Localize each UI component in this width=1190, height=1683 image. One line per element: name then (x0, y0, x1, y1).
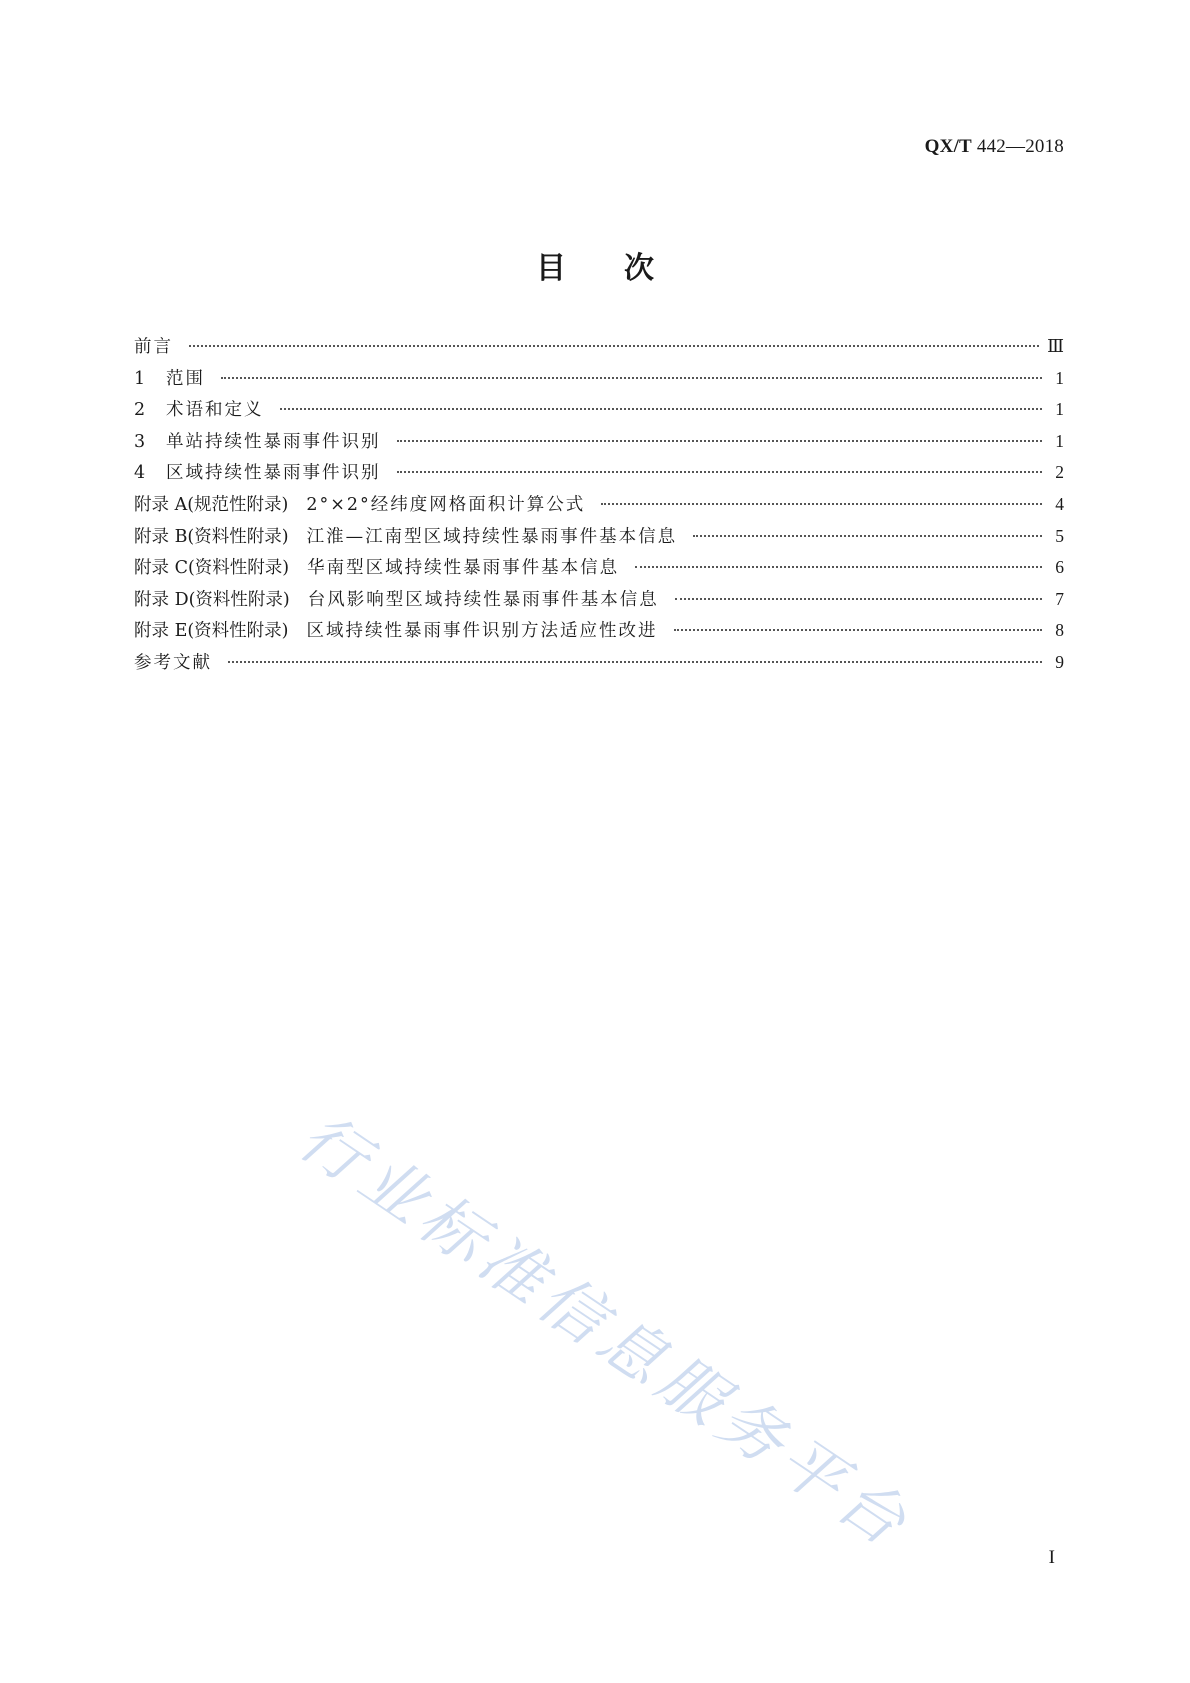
toc-leader-dots (674, 629, 1043, 631)
toc-page-number: 1 (1055, 367, 1064, 388)
toc-section-number: 2 (134, 400, 146, 421)
toc-page-number: 4 (1055, 493, 1064, 514)
toc-entry-title: 范围 (166, 368, 205, 389)
toc-page-number: 7 (1055, 588, 1064, 609)
toc-page-number: 9 (1055, 651, 1064, 672)
toc-entry-appendix-e[interactable] (134, 617, 1064, 649)
toc-entry-title: 江淮—江南型区域持续性暴雨事件基本信息 (306, 526, 678, 547)
toc-leader-dots (280, 408, 1043, 410)
toc-section-number: 3 (134, 431, 146, 452)
toc-entry-single-station[interactable] (134, 428, 1064, 460)
toc-appendix-prefix: 附录 E(资料性附录) (134, 621, 289, 642)
page-number: I (1048, 1547, 1055, 1568)
toc-entry-regional[interactable] (134, 459, 1064, 491)
toc-entry-terms[interactable] (134, 396, 1064, 428)
toc-page-number: 6 (1055, 557, 1064, 578)
toc-leader-dots (228, 661, 1042, 663)
toc-entry-title: 参考文献 (134, 652, 212, 673)
toc-entry-title: 单站持续性暴雨事件识别 (166, 431, 381, 452)
toc-section-number: 1 (134, 368, 146, 389)
toc-leader-dots (635, 566, 1042, 568)
toc-page-number: 1 (1055, 399, 1064, 420)
toc-page-number: 5 (1055, 525, 1064, 546)
watermark: 行业标准信息服务平台 (285, 1100, 925, 1565)
toc-page-number: Ⅲ (1047, 336, 1064, 356)
toc-entry-title: 台风影响型区域持续性暴雨事件基本信息 (307, 589, 659, 610)
toc-entry-references[interactable] (134, 649, 1064, 681)
toc-entry-title: 区域持续性暴雨事件识别方法适应性改进 (306, 621, 658, 642)
toc-leader-dots (693, 535, 1042, 537)
toc-entry-title: 术语和定义 (166, 400, 264, 421)
toc-appendix-prefix: 附录 D(资料性附录) (134, 589, 290, 610)
toc-leader-dots (189, 345, 1039, 347)
toc-entry-title: 区域持续性暴雨事件识别 (166, 463, 381, 484)
toc-appendix-prefix: 附录 A(规范性附录) (134, 494, 289, 515)
toc-page-number: 2 (1055, 462, 1064, 483)
page-title: 目次 (536, 251, 712, 286)
toc-leader-dots (221, 377, 1042, 379)
toc-leader-dots (397, 440, 1043, 442)
standard-code-prefix: QX/T (924, 136, 972, 157)
toc-leader-dots (675, 598, 1042, 600)
standard-code-number: 442—2018 (976, 136, 1064, 157)
toc-page-number: 1 (1055, 430, 1064, 451)
toc-appendix-prefix: 附录 C(资料性附录) (134, 558, 290, 579)
standard-code (925, 136, 1064, 158)
toc-entry-title: 2°×2°经纬度网格面积计算公式 (306, 494, 586, 515)
toc-leader-dots (397, 471, 1043, 473)
toc-leader-dots (601, 503, 1042, 505)
toc-entry-title: 华南型区域持续性暴雨事件基本信息 (307, 558, 620, 579)
toc-entry-appendix-d[interactable] (134, 586, 1064, 618)
toc-entry-appendix-b[interactable] (134, 523, 1064, 555)
toc-page-number: 8 (1055, 620, 1064, 641)
toc-entry-appendix-a[interactable] (134, 491, 1064, 523)
toc-appendix-prefix: 附录 B(资料性附录) (134, 526, 289, 547)
table-of-contents (134, 333, 1064, 681)
toc-entry-title: 前言 (134, 337, 173, 357)
toc-entry-scope[interactable] (134, 365, 1064, 397)
toc-entry-preface[interactable] (134, 333, 1064, 365)
toc-entry-appendix-c[interactable] (134, 554, 1064, 586)
toc-section-number: 4 (134, 463, 146, 484)
